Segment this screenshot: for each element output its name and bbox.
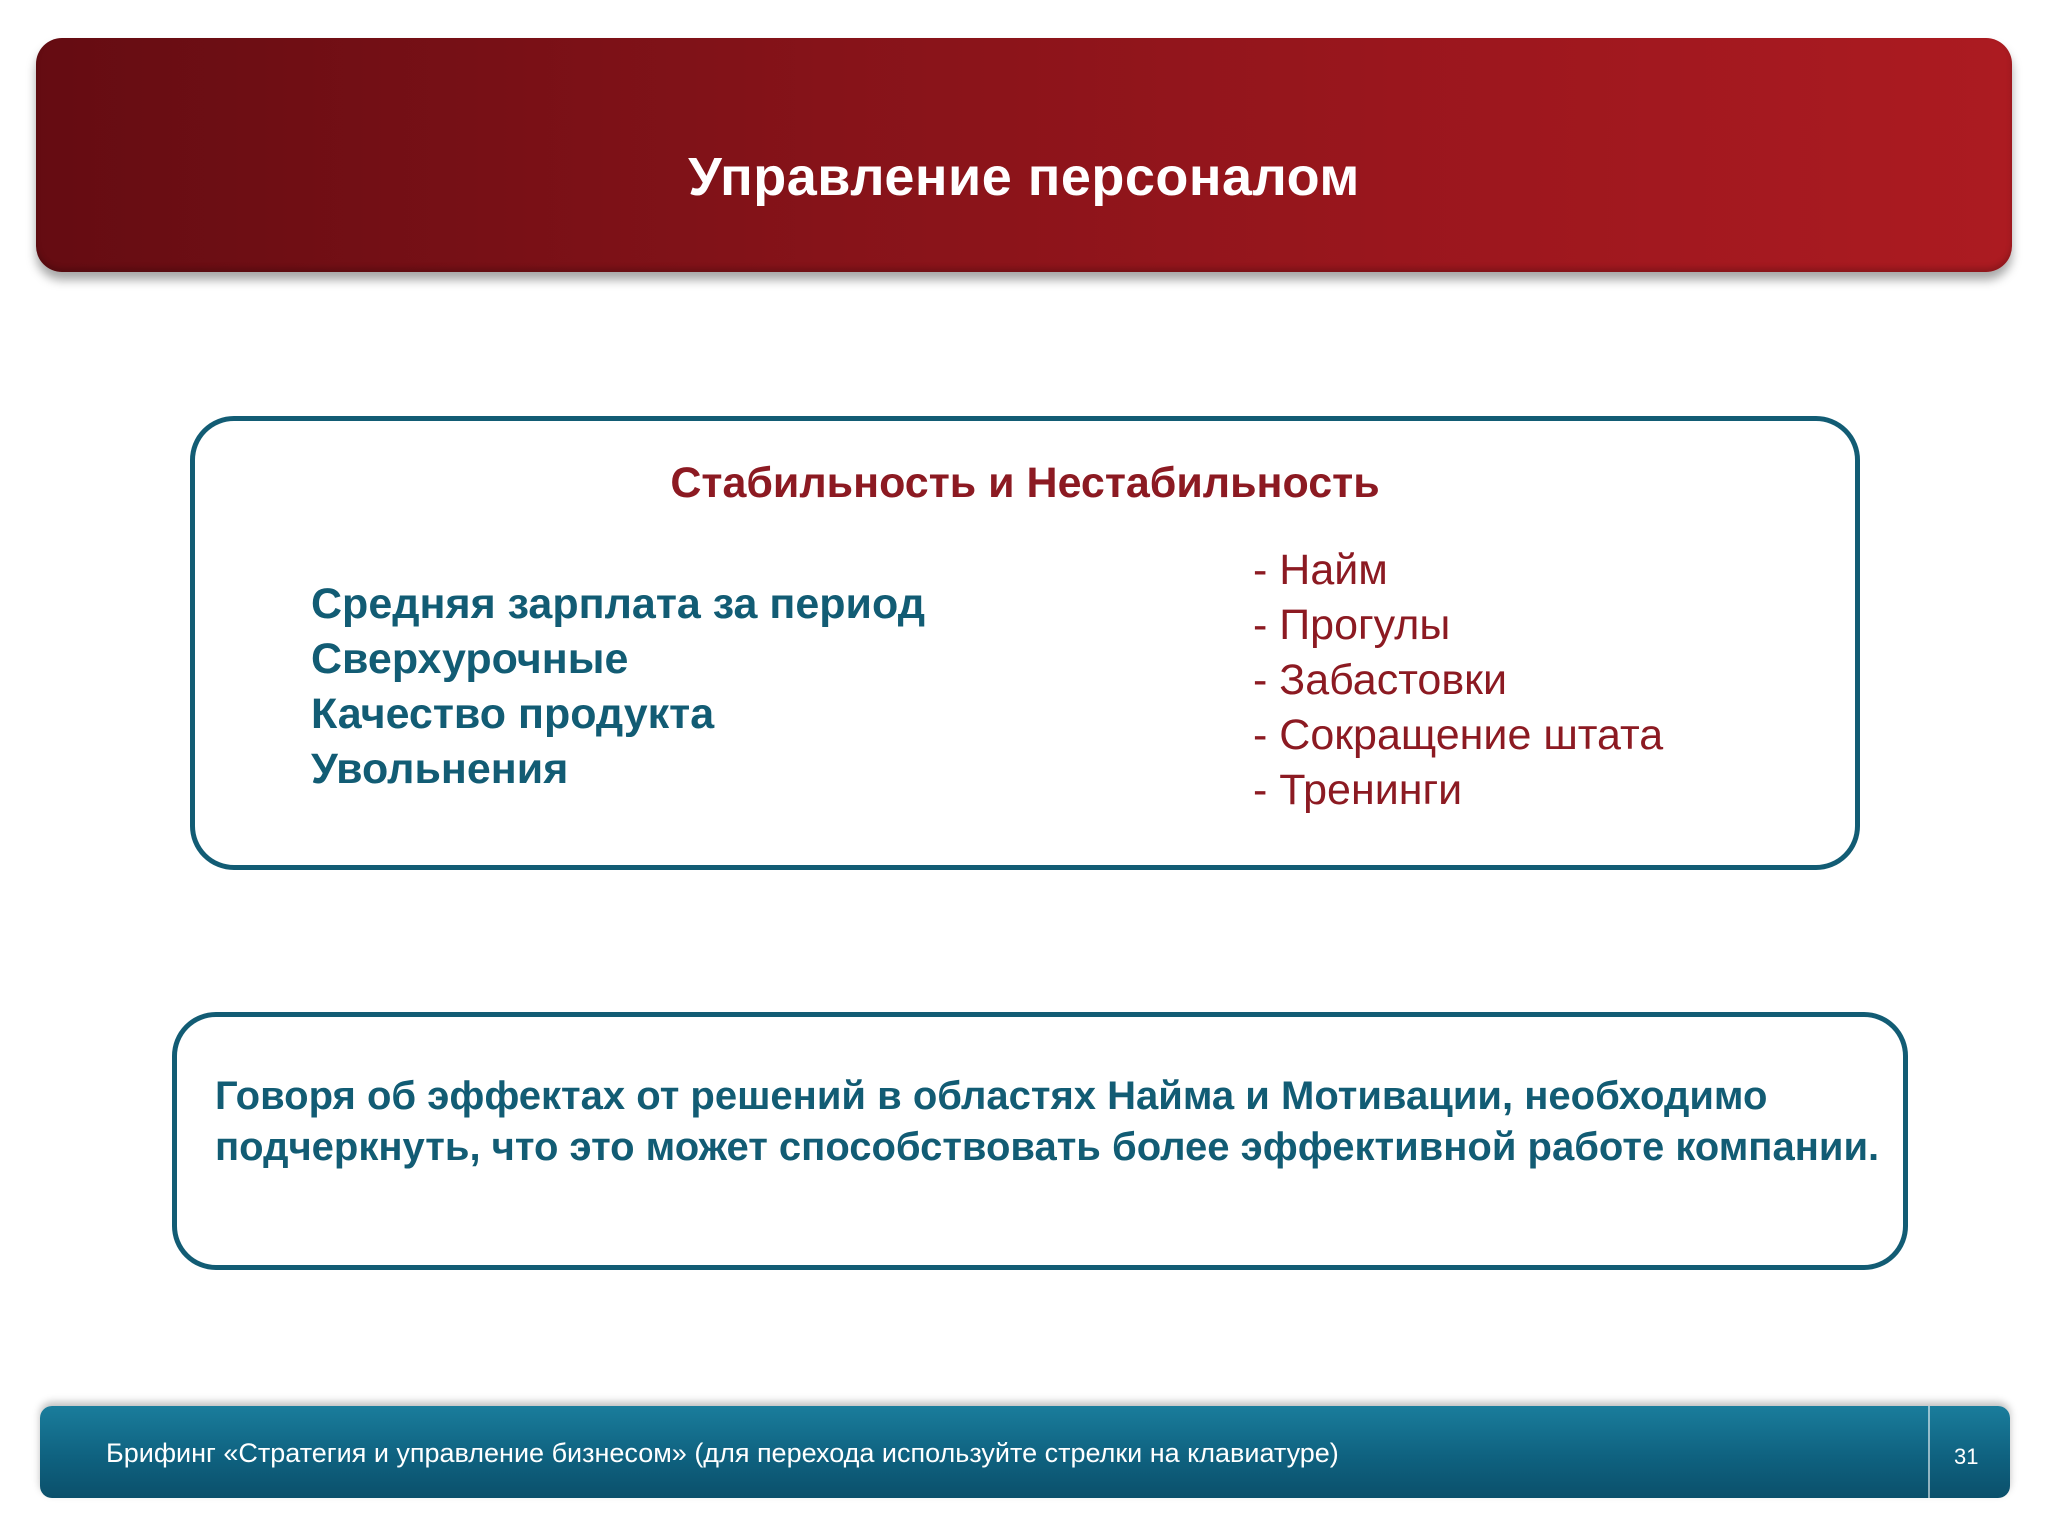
title-bar [36,38,2012,272]
actions-list [1253,543,1663,818]
action-item: - Найм [1253,546,1388,594]
indicator-item: Увольнения [311,745,569,793]
footer-bar [40,1406,2010,1498]
indicator-item: Качество продукта [311,690,715,738]
footer-text: Брифинг «Стратегия и управление бизнесом» (для перехода используйте стрелки на клавиатуре) [106,1438,1339,1468]
slide-title: Управление персоналом [688,147,1360,207]
action-item: - Сокращение штата [1253,711,1664,759]
indicator-item: Сверхурочные [311,635,629,683]
page-number: 31 [1954,1444,1979,1469]
footer-divider [1928,1406,1930,1498]
conclusion-box [172,1012,1908,1270]
indicators-list [311,577,925,797]
action-item: - Прогулы [1253,601,1451,649]
stability-heading: Стабильность и Нестабильность [670,459,1380,507]
action-item: - Тренинги [1253,766,1463,814]
action-item: - Забастовки [1253,656,1508,704]
conclusion-text: Говоря об эффектах от решений в областях Найма и Мотивации, необходимо подчеркнуть, что это может способствовать более эффективной работе компании. [215,1074,1880,1169]
stability-box [190,416,1860,870]
indicator-item: Средняя зарплата за период [311,580,925,628]
